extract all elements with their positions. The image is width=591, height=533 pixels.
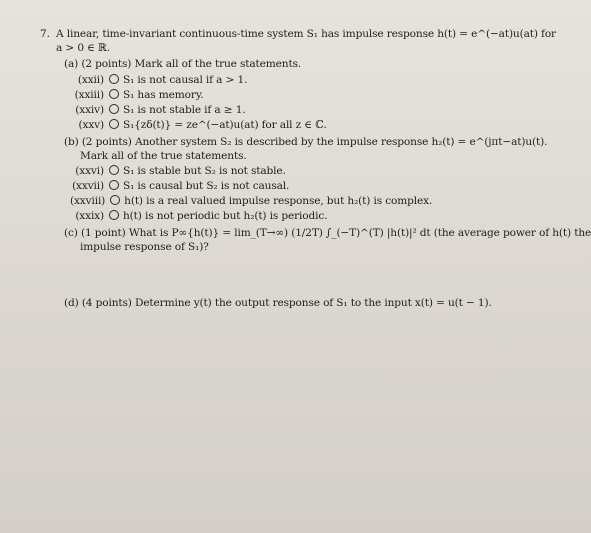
radio-circle-icon[interactable]	[109, 89, 119, 99]
part-d-line1: (d) (4 points) Determine y(t) the output response of S₁ to the input x(t) = u(t − 1).	[64, 297, 492, 309]
option-label: (xxviii)	[70, 195, 106, 207]
radio-circle-icon[interactable]	[109, 104, 119, 114]
option-text: S₁ is not causal if a > 1.	[123, 74, 248, 86]
option-row	[70, 74, 247, 86]
question-number: 7.	[40, 28, 50, 40]
radio-circle-icon[interactable]	[110, 195, 120, 205]
option-row	[70, 104, 246, 116]
part-c-line1: (c) (1 point) What is P∞{h(t)} = lim_(T→∞) (1/2T) ∫_(−T)^(T) |h(t)|² dt (the average power of h(t) the	[64, 227, 591, 239]
option-label: (xxii)	[77, 74, 104, 86]
option-label: (xxv)	[78, 119, 104, 131]
option-label: (xxiv)	[75, 104, 104, 116]
option-row	[70, 119, 327, 131]
option-text: h(t) is a real valued impulse response, but h₂(t) is complex.	[124, 195, 433, 207]
option-label: (xxiii)	[74, 89, 104, 101]
option-row	[70, 195, 432, 207]
option-text: h(t) is not periodic but h₂(t) is periodic.	[123, 210, 328, 222]
option-row	[70, 180, 289, 192]
option-text: S₁ is not stable if a ≥ 1.	[123, 104, 246, 116]
question-intro-line2: a > 0 ∈ ℝ.	[56, 42, 110, 54]
option-text: S₁ is causal but S₂ is not causal.	[123, 180, 290, 192]
part-a-header: (a) (2 points) Mark all of the true statements.	[64, 58, 302, 70]
option-row	[70, 89, 203, 101]
part-b-header: (b) (2 points) Another system S₂ is described by the impulse response h₂(t) = e^(jπt−at)u(t).	[64, 136, 548, 148]
option-text: S₁{zδ(t)} = ze^(−at)u(at) for all z ∈ ℂ.	[123, 119, 327, 131]
part-b-header2: Mark all of the true statements.	[80, 150, 247, 162]
option-row	[70, 210, 327, 222]
part-c-line2: impulse response of S₁)?	[80, 241, 209, 253]
radio-circle-icon[interactable]	[109, 180, 119, 190]
option-label: (xxvii)	[72, 180, 104, 192]
question-intro-line1: A linear, time-invariant continuous-time system S₁ has impulse response h(t) = e^(−at)u(at) for	[56, 28, 556, 40]
option-label: (xxix)	[75, 210, 104, 222]
radio-circle-icon[interactable]	[109, 165, 119, 175]
option-label: (xxvi)	[75, 165, 104, 177]
option-row	[70, 165, 286, 177]
option-text: S₁ has memory.	[123, 89, 204, 101]
radio-circle-icon[interactable]	[109, 74, 119, 84]
radio-circle-icon[interactable]	[109, 210, 119, 220]
option-text: S₁ is stable but S₂ is not stable.	[123, 165, 286, 177]
radio-circle-icon[interactable]	[109, 119, 119, 129]
